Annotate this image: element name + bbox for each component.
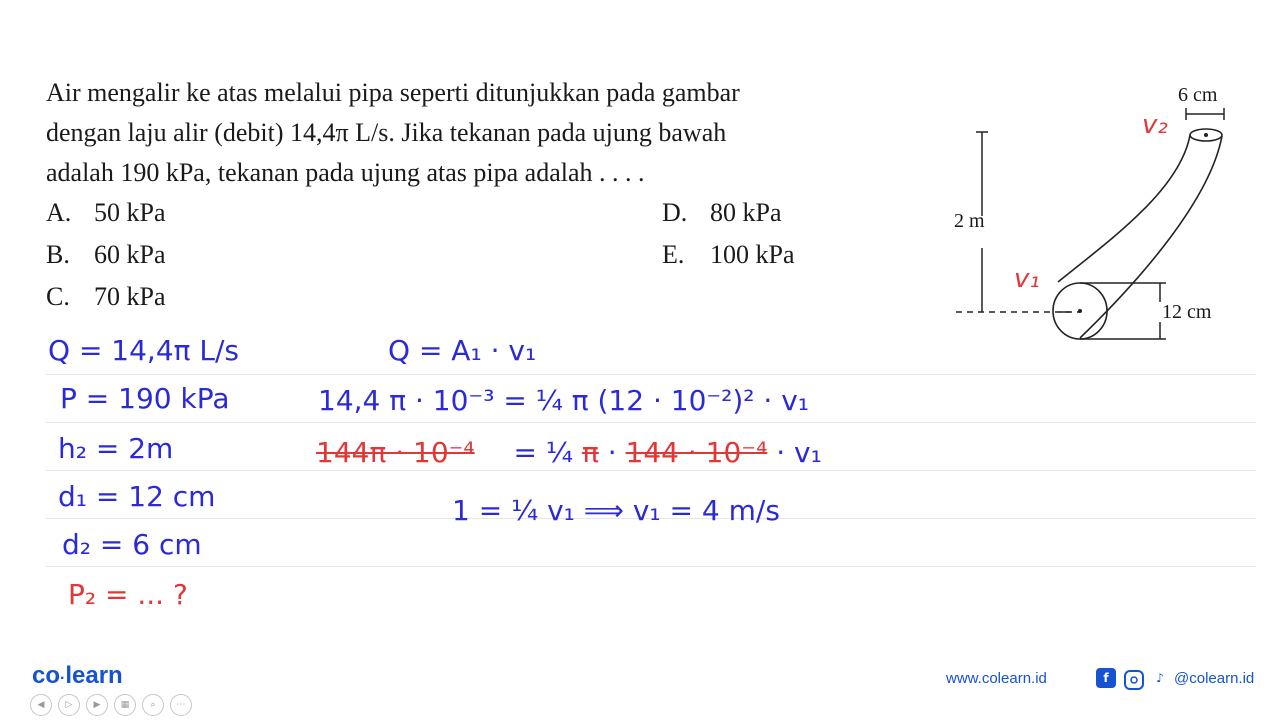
logo-dot: · bbox=[60, 670, 66, 687]
given-h2: h₂ = 2m bbox=[58, 432, 174, 465]
facebook-icon[interactable]: f bbox=[1096, 668, 1116, 688]
option-letter: B. bbox=[46, 240, 70, 269]
zoom-icon[interactable]: ⌕ bbox=[142, 694, 164, 716]
option-d[interactable] bbox=[662, 198, 782, 228]
work-step-2-struck-pi: π bbox=[581, 436, 599, 469]
given-q: Q = 14,4π L/s bbox=[48, 334, 240, 367]
option-letter: C. bbox=[46, 282, 70, 311]
given-p: P = 190 kPa bbox=[60, 382, 230, 415]
option-text: 80 kPa bbox=[710, 198, 782, 227]
question-line-3: adalah 190 kPa, tekanan pada ujung atas pipa adalah . . . . bbox=[46, 158, 645, 187]
given-d2: d₂ = 6 cm bbox=[62, 528, 202, 561]
more-icon[interactable]: ⋯ bbox=[170, 694, 192, 716]
ruled-line bbox=[46, 470, 1256, 471]
pipe-figure bbox=[940, 80, 1260, 350]
ruled-line bbox=[46, 566, 1256, 567]
logo-co: co bbox=[32, 662, 61, 689]
work-step-2-tail: · v₁ bbox=[776, 436, 822, 469]
work-step-2-struck-right: 144 · 10⁻⁴ bbox=[625, 436, 768, 469]
label-v2: v₂ bbox=[1142, 110, 1168, 140]
option-letter: D. bbox=[662, 198, 688, 227]
colearn-logo bbox=[32, 662, 123, 690]
option-text: 60 kPa bbox=[94, 240, 166, 269]
question-line-2: dengan laju alir (debit) 14,4π L/s. Jika tekanan pada ujung bawah bbox=[46, 118, 727, 147]
social-handle[interactable]: @colearn.id bbox=[1174, 670, 1255, 687]
label-bottom-width: 12 cm bbox=[1162, 301, 1212, 323]
back-icon[interactable]: ◀ bbox=[30, 694, 52, 716]
asked-p2: P₂ = ... ? bbox=[68, 578, 188, 611]
pipe-diagram bbox=[940, 80, 1260, 350]
work-step-1: 14,4 π · 10⁻³ = ¼ π (12 · 10⁻²)² · v₁ bbox=[318, 384, 810, 417]
work-step-2-dot: · bbox=[607, 436, 617, 469]
work-step-2 bbox=[316, 436, 822, 469]
play-icon[interactable]: ▷ bbox=[58, 694, 80, 716]
work-formula: Q = A₁ · v₁ bbox=[388, 334, 537, 367]
forward-icon[interactable]: ▶ bbox=[86, 694, 108, 716]
option-letter: E. bbox=[662, 240, 685, 269]
option-e[interactable] bbox=[662, 240, 795, 270]
label-v1: v₁ bbox=[1014, 264, 1040, 294]
label-height: 2 m bbox=[954, 210, 985, 232]
option-a[interactable] bbox=[46, 198, 166, 228]
option-text: 50 kPa bbox=[94, 198, 166, 227]
website-link[interactable]: www.colearn.id bbox=[946, 670, 1047, 687]
given-d1: d₁ = 12 cm bbox=[58, 480, 216, 513]
work-step-2-eq: = ¼ bbox=[513, 436, 574, 469]
option-letter: A. bbox=[46, 198, 72, 227]
question-line-1: Air mengalir ke atas melalui pipa seperti ditunjukkan pada gambar bbox=[46, 78, 740, 107]
ruled-line bbox=[46, 374, 1256, 375]
tiktok-icon[interactable]: ♪ bbox=[1156, 671, 1164, 685]
ruled-line bbox=[46, 422, 1256, 423]
instagram-icon[interactable] bbox=[1124, 670, 1144, 690]
option-c[interactable] bbox=[46, 282, 166, 312]
option-text: 70 kPa bbox=[94, 282, 166, 311]
work-step-3: 1 = ¼ v₁ ⟹ v₁ = 4 m/s bbox=[452, 494, 780, 527]
option-text: 100 kPa bbox=[710, 240, 795, 269]
player-controls bbox=[30, 694, 192, 716]
option-b[interactable] bbox=[46, 240, 166, 270]
label-top-width: 6 cm bbox=[1178, 84, 1218, 106]
work-step-2-struck-left: 144π · 10⁻⁴ bbox=[316, 436, 475, 469]
logo-learn: learn bbox=[65, 662, 123, 689]
instagram-glyph bbox=[1129, 675, 1139, 685]
grid-icon[interactable]: ▦ bbox=[114, 694, 136, 716]
